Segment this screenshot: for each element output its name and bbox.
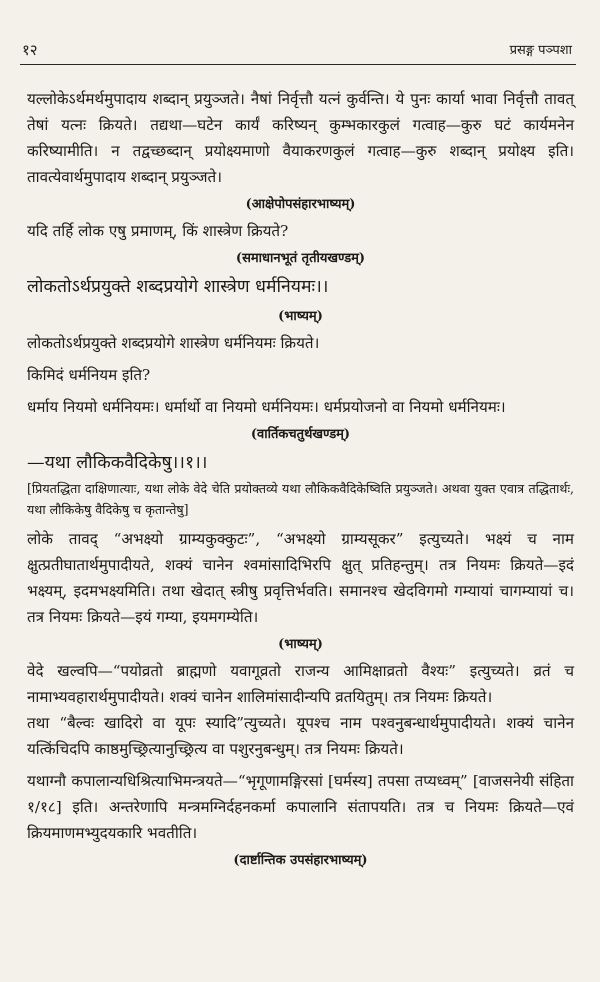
- section-heading: (आक्षेपोपसंहारभाष्यम्): [245, 197, 356, 212]
- header-rule: [20, 64, 576, 65]
- paragraph: किमिदं धर्मनियम इति?: [27, 366, 151, 384]
- paragraph: वेदे खल्वपि—“पयोव्रतो ब्राह्मणो यवागूव्रतो राजन्य आमिक्षाव्रतो वैश्यः” इत्युच्यते। व्रतं च नामाभ्यवहारार्थमुपादीयते। शक्यं चानेन शालिमांसादीन्यपि व्रतयितुम्। तत्र नियमः क्रियते।: [27, 662, 574, 706]
- page-number: १२: [22, 41, 38, 59]
- section-heading: (वार्तिकचतुर्थखण्डम्): [250, 427, 351, 442]
- paragraph: धर्माय नियमो धर्मनियमः। धर्मार्थो वा नियमो धर्मनियमः। धर्मप्रयोजनो वा नियमो धर्मनियमः।: [27, 398, 506, 416]
- page-body: [27, 86, 574, 874]
- paragraph: तथा “बैल्वः खादिरो वा यूपः स्यादि”त्युच्यते। यूपश्च नाम पश्वनुबन्धार्थमुपादीयते। शक्यं चानेन यत्किंचिदपि काष्ठमुच्छ्रित्यानुच्छ्रित्य वा पशुरनुबन्धुम्। तत्र नियमः क्रियते।: [27, 714, 574, 758]
- section-heading: (भाष्यम्): [278, 637, 323, 652]
- paragraph: यल्लोकेऽर्थमर्थमुपादाय शब्दान् प्रयुञ्जते। नैषां निर्वृत्तौ यत्नं कुर्वन्ति। ये पुनः कार्या भावा निर्वृत्तौ तावत् तेषां यत्नः क्रियते। तद्यथा—घटेन कार्यं करिष्यन् कुम्भकारकुलं गत्वाह—कुरु घटं कार्यमनेन करिष्यामीति। न तद्वच्छब्दान् प्रयोक्ष्यमाणो वैयाकरणकुलं गत्वाह—कुरु शब्दान् प्रयोक्ष्य इति। तावत्येवार्थमुपादाय शब्दान् प्रयुञ्जते।: [27, 90, 574, 186]
- running-header-title: प्रसङ्ग पञ्पशा: [509, 43, 572, 58]
- paragraph: लोके तावद् “अभक्ष्यो ग्राम्यकुक्कुटः”, “अभक्ष्यो ग्राम्यसूकर” इत्युच्यते। भक्ष्यं च नाम क्षुत्प्रतीघातार्थमुपादीयते, शक्यं चानेन श्वमांसादिभिरपि क्षुत् प्रतिहन्तुम्। तत्र नियमः क्रियते—इदं भक्ष्यम्, इदमभक्ष्यमिति। तथा खेदात् स्त्रीषु प्रवृत्तिर्भवति। समानश्च खेदविगमो गम्यायां चागम्यायां च। तत्र नियमः क्रियते—इयं गम्या, इयमगम्येति।: [27, 530, 574, 626]
- paragraph: यदि तर्हि लोक एषु प्रमाणम्, किं शास्त्रेण क्रियते?: [27, 222, 289, 240]
- bracket-note: [प्रियतद्धिता दाक्षिणात्याः, यथा लोके वेदे चेति प्रयोक्तव्ये यथा लौकिकवैदिकेष्विति प्रयुञ्जते। अथवा युक्त एवात्र तद्धितार्थः, यथा लौकिकेषु वैदिकेषु च कृतान्तेषु]: [27, 481, 574, 517]
- paragraph: यथाग्नौ कपालान्यधिश्रित्याभिमन्त्रयते—“भृगूणामङ्गिरसां [घर्मस्य] तपसा तप्यध्वम्” [वाजसनेयी संहिता १/१८] इति। अन्तरेणापि मन्त्रमग्निर्दहनकर्मा कपालानि संतापयति। तत्र च नियमः क्रियते—एवं क्रियमाणमभ्युदयकारि भवतीति।: [27, 772, 574, 842]
- section-heading: (समाधानभूतं तृतीयखण्डम्): [235, 251, 366, 266]
- section-heading: (दार्ष्टान्तिक उपसंहारभाष्यम्): [233, 853, 368, 868]
- sutra-line: लोकतोऽर्थप्रयुक्ते शब्दप्रयोगे शास्त्रेण धर्मनियमः।।: [27, 277, 329, 297]
- paragraph: लोकतोऽर्थप्रयुक्ते शब्दप्रयोगे शास्त्रेण धर्मनियमः क्रियते।: [27, 334, 320, 352]
- vartika-line: —यथा लौकिकवैदिकेषु।।१।।: [27, 453, 208, 473]
- section-heading: (भाष्यम्): [278, 309, 323, 324]
